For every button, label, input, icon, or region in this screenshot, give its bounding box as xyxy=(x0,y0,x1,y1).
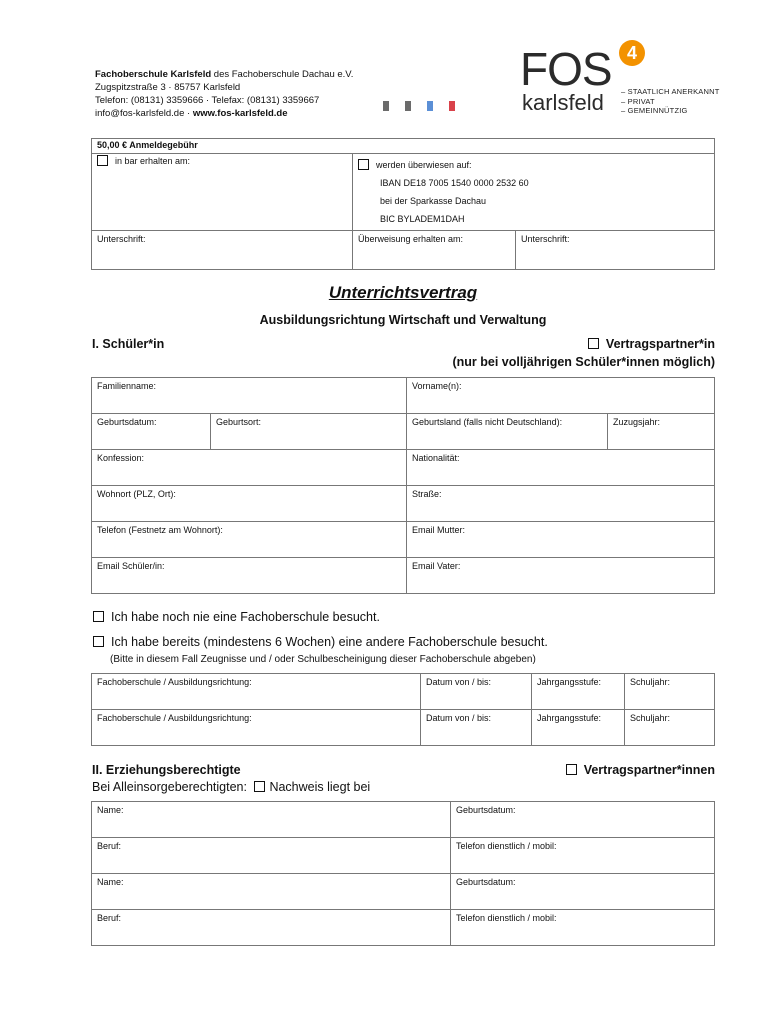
guardian1-telefon-field[interactable]: Telefon dienstlich / mobil: xyxy=(451,838,715,874)
logo-number-badge: 4 xyxy=(619,40,645,66)
school-phone: Telefon: (08131) 3359666 · Telefax: (08131) 3359667 xyxy=(95,95,320,106)
student-heading: I. Schüler*in xyxy=(92,337,165,351)
proof-checkbox[interactable] xyxy=(254,781,265,792)
logo-tag-3: – GEMEINNÜTZIG xyxy=(621,106,688,115)
email-mutter-field[interactable]: Email Mutter: xyxy=(407,522,715,558)
transfer-checkbox[interactable] xyxy=(358,159,369,170)
guardian2-telefon-field[interactable]: Telefon dienstlich / mobil: xyxy=(451,910,715,946)
zuzugsjahr-field[interactable]: Zuzugsjahr: xyxy=(608,414,715,450)
brand-squares xyxy=(383,98,471,116)
logo-tag-1: – STAATLICH ANERKANNT xyxy=(621,87,720,96)
bank-name: bei der Sparkasse Dachau xyxy=(380,196,487,206)
guardians-heading: II. Erziehungsberechtigte xyxy=(92,763,241,777)
history-already-label: Ich habe bereits (mindestens 6 Wochen) eine andere Fachoberschule besucht. xyxy=(111,635,548,649)
prev-school-field[interactable]: Fachoberschule / Ausbildungsrichtung: xyxy=(92,674,421,710)
student-partner-checkbox[interactable] xyxy=(588,338,599,349)
cash-checkbox[interactable] xyxy=(97,155,108,166)
school-header xyxy=(95,68,353,120)
prev-dates-field[interactable]: Datum von / bis: xyxy=(421,674,532,710)
guardian2-beruf-field[interactable]: Beruf: xyxy=(92,910,451,946)
guardians-partner-option xyxy=(566,763,715,777)
iban: IBAN DE18 7005 1540 0000 2532 60 xyxy=(380,178,529,188)
email-vater-field[interactable]: Email Vater: xyxy=(407,558,715,594)
proof-label: Nachweis liegt bei xyxy=(269,780,371,794)
document-title: Unterrichtsvertrag xyxy=(328,283,478,302)
wohnort-field[interactable]: Wohnort (PLZ, Ort): xyxy=(92,486,407,522)
signature-field-2[interactable]: Unterschrift: xyxy=(516,231,715,270)
history-never-option xyxy=(93,610,380,624)
familienname-field[interactable]: Familienname: xyxy=(92,378,407,414)
prev-year-field[interactable]: Schuljahr: xyxy=(625,710,715,746)
school-email: info@fos-karlsfeld.de · xyxy=(95,108,193,119)
prev-dates-field[interactable]: Datum von / bis: xyxy=(421,710,532,746)
history-already-checkbox[interactable] xyxy=(93,636,104,647)
logo-city: karlsfeld xyxy=(522,90,604,115)
guardians-partner-checkbox[interactable] xyxy=(566,764,577,775)
prev-year-field[interactable]: Schuljahr: xyxy=(625,674,715,710)
geburtsland-field[interactable]: Geburtsland (falls nicht Deutschland): xyxy=(407,414,608,450)
guardian1-name-field[interactable]: Name: xyxy=(92,802,451,838)
guardians-table xyxy=(91,801,715,946)
geburtsdatum-field[interactable]: Geburtsdatum: xyxy=(92,414,211,450)
school-web: www.fos-karlsfeld.de xyxy=(192,108,288,119)
school-name: Fachoberschule Karlsfeld xyxy=(95,69,212,80)
history-never-checkbox[interactable] xyxy=(93,611,104,622)
school-name-rest: des Fachoberschule Dachau e.V. xyxy=(211,69,354,80)
vorname-field[interactable]: Vorname(n): xyxy=(407,378,715,414)
brand-square xyxy=(383,101,389,111)
single-guardian-line xyxy=(92,780,370,794)
document-subtitle: Ausbildungsrichtung Wirtschaft und Verwaltung xyxy=(259,313,547,327)
logo-tag-2: – PRIVAT xyxy=(621,96,655,106)
guardian1-geburtsdatum-field[interactable]: Geburtsdatum: xyxy=(451,802,715,838)
nationalitaet-field[interactable]: Nationalität: xyxy=(407,450,715,486)
konfession-field[interactable]: Konfession: xyxy=(92,450,407,486)
strasse-field[interactable]: Straße: xyxy=(407,486,715,522)
guardian2-name-field[interactable]: Name: xyxy=(92,874,451,910)
single-guardian-label: Bei Alleinsorgeberechtigten: xyxy=(92,780,247,794)
guardian2-geburtsdatum-field[interactable]: Geburtsdatum: xyxy=(451,874,715,910)
student-table xyxy=(91,377,715,594)
transfer-received-field[interactable]: Überweisung erhalten am: xyxy=(353,231,516,270)
bic: BIC BYLADEM1DAH xyxy=(380,214,465,224)
fee-transfer-cell xyxy=(353,154,715,231)
previous-school-table xyxy=(91,673,715,746)
logo-tagline xyxy=(621,87,720,116)
geburtsort-field[interactable]: Geburtsort: xyxy=(211,414,407,450)
cash-label: in bar erhalten am: xyxy=(115,156,191,166)
student-partner-label: Vertragspartner*in xyxy=(605,337,715,351)
transfer-label: werden überwiesen auf: xyxy=(376,160,472,170)
fee-cash-cell xyxy=(92,154,353,231)
email-schueler-field[interactable]: Email Schüler/in: xyxy=(92,558,407,594)
history-already-option xyxy=(93,635,548,649)
telefon-field[interactable]: Telefon (Festnetz am Wohnort): xyxy=(92,522,407,558)
fee-title: 50,00 € Anmeldegebühr xyxy=(92,139,715,154)
history-never-label: Ich habe noch nie eine Fachoberschule besucht. xyxy=(111,610,380,624)
history-note: (Bitte in diesem Fall Zeugnisse und / oder Schulbescheinigung dieser Fachoberschule abgeben) xyxy=(110,654,536,665)
prev-grade-field[interactable]: Jahrgangsstufe: xyxy=(532,710,625,746)
student-partner-note: (nur bei volljährigen Schüler*innen möglich) xyxy=(452,355,715,369)
brand-square xyxy=(449,101,455,111)
fee-table xyxy=(91,138,715,270)
guardians-partner-label: Vertragspartner*innen xyxy=(583,763,715,777)
prev-school-field[interactable]: Fachoberschule / Ausbildungsrichtung: xyxy=(92,710,421,746)
brand-square xyxy=(405,101,411,111)
guardian1-beruf-field[interactable]: Beruf: xyxy=(92,838,451,874)
logo-fos-text: FOS xyxy=(520,43,612,95)
brand-square xyxy=(427,101,433,111)
prev-grade-field[interactable]: Jahrgangsstufe: xyxy=(532,674,625,710)
signature-field[interactable]: Unterschrift: xyxy=(92,231,353,270)
school-address: Zugspitzstraße 3 · 85757 Karlsfeld xyxy=(95,82,241,93)
student-partner-option xyxy=(588,337,715,351)
